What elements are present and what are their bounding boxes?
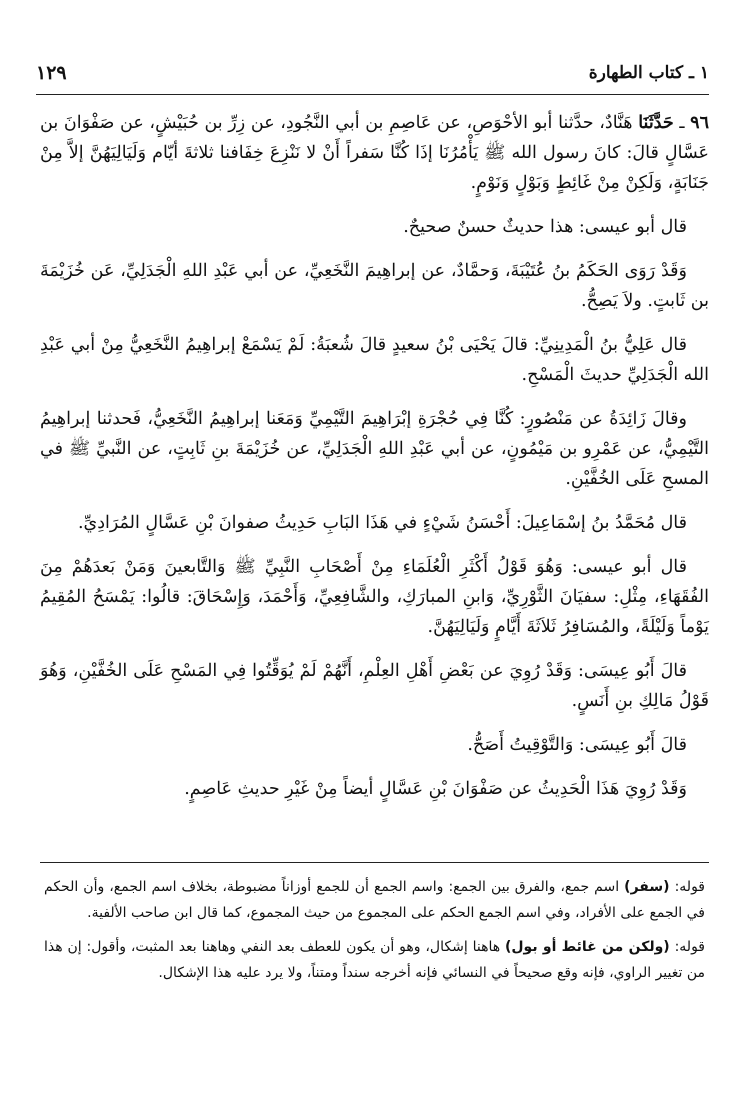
header-divider xyxy=(36,94,709,95)
footnote xyxy=(44,934,705,986)
footnote-lead: قوله: xyxy=(669,879,705,895)
footnote-text: اسم جمع، والفرق بين الجمع: واسم الجمع أن للجمع أوزاناً مضبوطة، بخلاف اسم الجمع، وأن الحكم في الجمع على الأفراد، وفي اسم الجمع الحكم على المجموع من حيث المجموع، كما قال ابن صاحب الألفية. xyxy=(44,879,705,921)
footnote xyxy=(44,874,705,926)
paragraph: وقالَ زَائِدَةُ عن مَنْصُورٍ: كُنَّا فِي حُجْرَةِ إبْرَاهِيمَ التَّيْمِيِّ وَمَعَنا إبراهِيمُ النَّخَعِيُّ، فَحدثنا إبراهِيمُ التَّيْمِيُّ، عن عَمْرِو بن مَيْمُونٍ، عن أبي عَبْدِ اللهِ الْجَدَلِيِّ، عن خُزَيْمَةَ بنِ ثَابِتٍ، عن النَّبيِّ ﷺ في المسحِ عَلَى الخُفَّيْنِ. xyxy=(40,409,709,489)
chapter-title: ١ ـ كتاب الطهارة xyxy=(588,63,709,83)
footnote-term: (ولكن من غائط أو بول) xyxy=(505,939,670,955)
footnote-divider xyxy=(40,862,709,863)
paragraph: قال أبو عيسى: هذا حديثٌ حسنٌ صحيحٌ. xyxy=(403,217,687,237)
paragraph: وَقَدْ رُوِيَ هَذَا الْحَدِيثُ عن صَفْوَانَ بْنِ عَسَّالٍ أيضاً مِنْ غَيْرِ حديثِ عَاصِمٍ. xyxy=(184,779,687,799)
hadith-number: ٩٦ xyxy=(690,113,709,133)
paragraph: قالَ أَبُو عِيسَى: وَالتَّوْقِيتُ أَصَحُّ. xyxy=(467,735,687,755)
footnote-term: (سفر) xyxy=(624,879,670,895)
paragraph: قال عَلِيُّ بنُ الْمَدِينِيِّ: قالَ يَحْيَى بْنُ سعيدٍ قالَ شُعبَةُ: لَمْ يَسْمَعْ إبراهِيمُ النَّخَعِيُّ مِنْ أبي عَبْدِ الله الْجَدَلِيِّ حديثَ الْمَسْحِ. xyxy=(40,335,709,385)
hadith-paragraph xyxy=(40,108,709,198)
footnote-text: هاهنا إشكال، وهو أن يكون للعطف بعد النفي وهاهنا بعد المثبت، وأقول: إن هذا من تغيير الراوي، فإنه وقع صحيحاً في النسائي فإنه أخرجه سنداً ومتناً، ولا يرد عليه هذا الإشكال. xyxy=(44,939,705,981)
page-header xyxy=(36,58,709,88)
paragraph: قالَ أَبُو عِيسَى: وَقَدْ رُوِيَ عن بَعْضِ أَهْلِ العِلْمِ، أَنَّهُمْ لَمْ يُوَقِّتُوا فِي المَسْحِ عَلَى الخُفَّيْنِ، وَهُوَ قَوْلُ مَالِكِ بنِ أَنَسٍ. xyxy=(40,661,709,711)
footnote-lead: قوله: xyxy=(669,939,705,955)
hadith-dash: ـ xyxy=(673,113,691,133)
paragraph: قال أبو عيسى: وَهُوَ قَوْلُ أَكْثَرِ الْعُلَمَاءِ مِنْ أَصْحَابِ النَّبِيِّ ﷺ وَالتَّابعينَ وَمَنْ بَعدَهُمْ مِنَ الفُقَهَاءِ، مِثْلِ: سفيَانَ الثَّوْرِيِّ، وَابنِ المبارَكِ، والشَّافِعِيِّ، وَأَحْمَدَ، وَإِسْحَاقَ: قالُوا: يَمْسَحُ المُقِيمُ يَوْماً وَلَيْلَةً، والمُسَافِرُ ثَلاَثَةَ أَيَّامٍ وَلَيَالِيَهُنَّ. xyxy=(40,557,709,637)
paragraph: وَقَدْ رَوَى الحَكَمُ بنُ عُتَيْبَةَ، وَحمَّادٌ، عن إبراهِيمَ النَّخَعِيِّ، عن أبي عَبْدِ اللهِ الْجَدَلِيِّ، عَن خُزَيْمَةَ بن ثَابتٍ. ولاَ يَصِحُّ. xyxy=(40,261,709,311)
hadith-lead-word: حَدَّثَنَا xyxy=(638,113,674,133)
main-text xyxy=(40,108,709,818)
hadith-text: هَنَّادٌ، حدَّثنا أبو الأحْوَصِ، عن عَاصِمِ بن أبي النَّجُودِ، عن زِرِّ بن حُبَيْشٍ، عن صَفْوَانَ بن عَسَّالٍ قالَ: كانَ رسول الله ﷺ يَأْمُرُنَا إذَا كُنَّا سَفراً أَنْ لا نَنْزِعَ خِفَافنا ثلاثةَ أيّام وَلَيَالِيَهُنَّ إلاَّ مِنْ جَنَابَةٍ، وَلَكِنْ مِنْ غَائِطٍ وَبَوْلٍ وَنَوْمٍ. xyxy=(40,113,709,193)
paragraph: قال مُحَمَّدُ بنُ إسْمَاعِيلَ: أَحْسَنُ شَيْءٍ في هَذَا البَابِ حَدِيثُ صفوانَ بْنِ عَسَّالٍ المُرَادِيِّ. xyxy=(77,513,687,533)
footnotes xyxy=(44,874,705,994)
page-number: ١٢٩ xyxy=(36,62,67,84)
